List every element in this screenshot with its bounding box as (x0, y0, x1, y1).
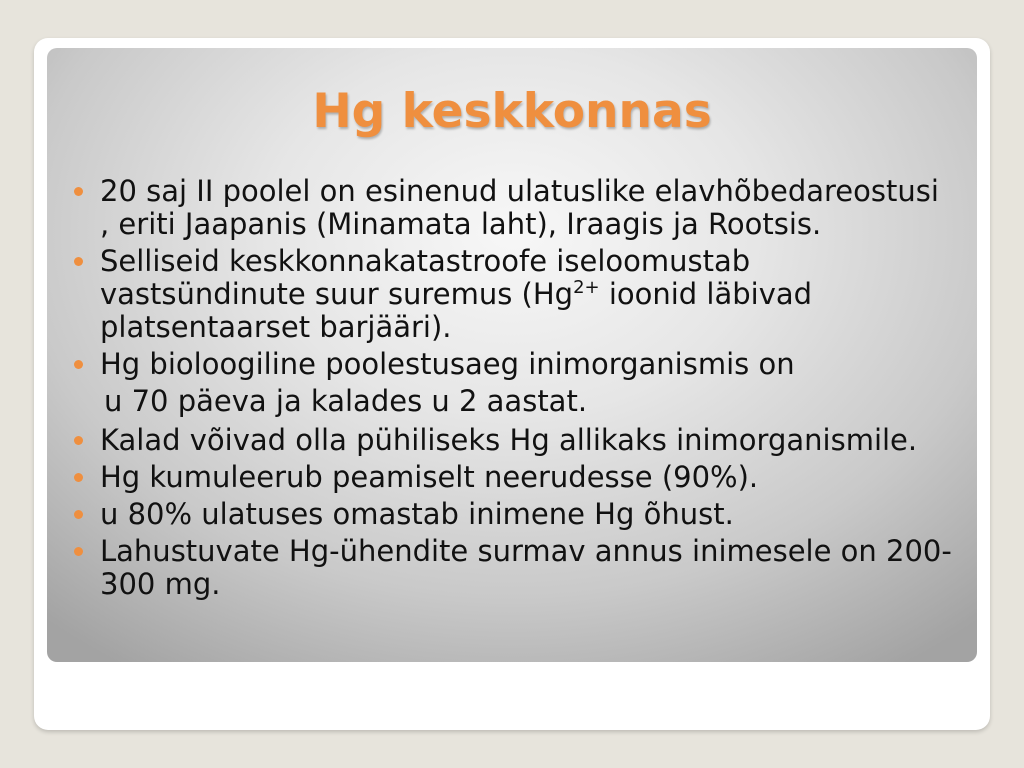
bullet-item (74, 245, 954, 344)
bullet-dot-icon (74, 360, 83, 369)
bullet-dot-icon (74, 187, 83, 196)
bullet-dot-icon (74, 510, 83, 519)
ion-charge-superscript: 2+ (573, 277, 600, 298)
bullet-item (74, 424, 954, 457)
bullet-item (74, 348, 954, 381)
bullet-item (74, 175, 954, 241)
bullet-continuation: u 70 päeva ja kalades u 2 aastat. (104, 384, 588, 418)
bullet-text: Hg kumuleerub peamiselt neerudesse (90%). (100, 460, 759, 494)
bullet-item (74, 461, 954, 494)
bullet-dot-icon (74, 547, 83, 556)
bullet-dot-icon (74, 473, 83, 482)
bullet-dot-icon (74, 436, 83, 445)
bullet-text: u 80% ulatuses omastab inimene Hg õhust. (100, 497, 734, 531)
bullet-text: Kalad võivad olla pühiliseks Hg allikaks inimorganismile. (100, 423, 918, 457)
bullet-text: Lahustuvate Hg-ühendite surmav annus inimesele on 200-300 mg. (100, 534, 952, 601)
bullet-text: Hg bioloogiline poolestusaeg inimorganismis on (100, 347, 795, 381)
slide-title: Hg keskkonnas (312, 84, 712, 139)
bullet-text: 20 saj II poolel on esinenud ulatuslike elavhõbedareostusi , eriti Jaapanis (Minamata laht), Iraagis ja Rootsis. (100, 174, 939, 241)
slide-content (74, 175, 954, 605)
bullet-dot-icon (74, 257, 83, 266)
bullet-text: ioonid läbivad platsentaarset barjääri). (100, 277, 813, 344)
bullet-item (74, 535, 954, 601)
bullet-item (74, 498, 954, 531)
bullet-text: Selliseid keskkonnakatastroofe iseloomustab vastsündinute suur suremus (Hg (100, 244, 751, 311)
